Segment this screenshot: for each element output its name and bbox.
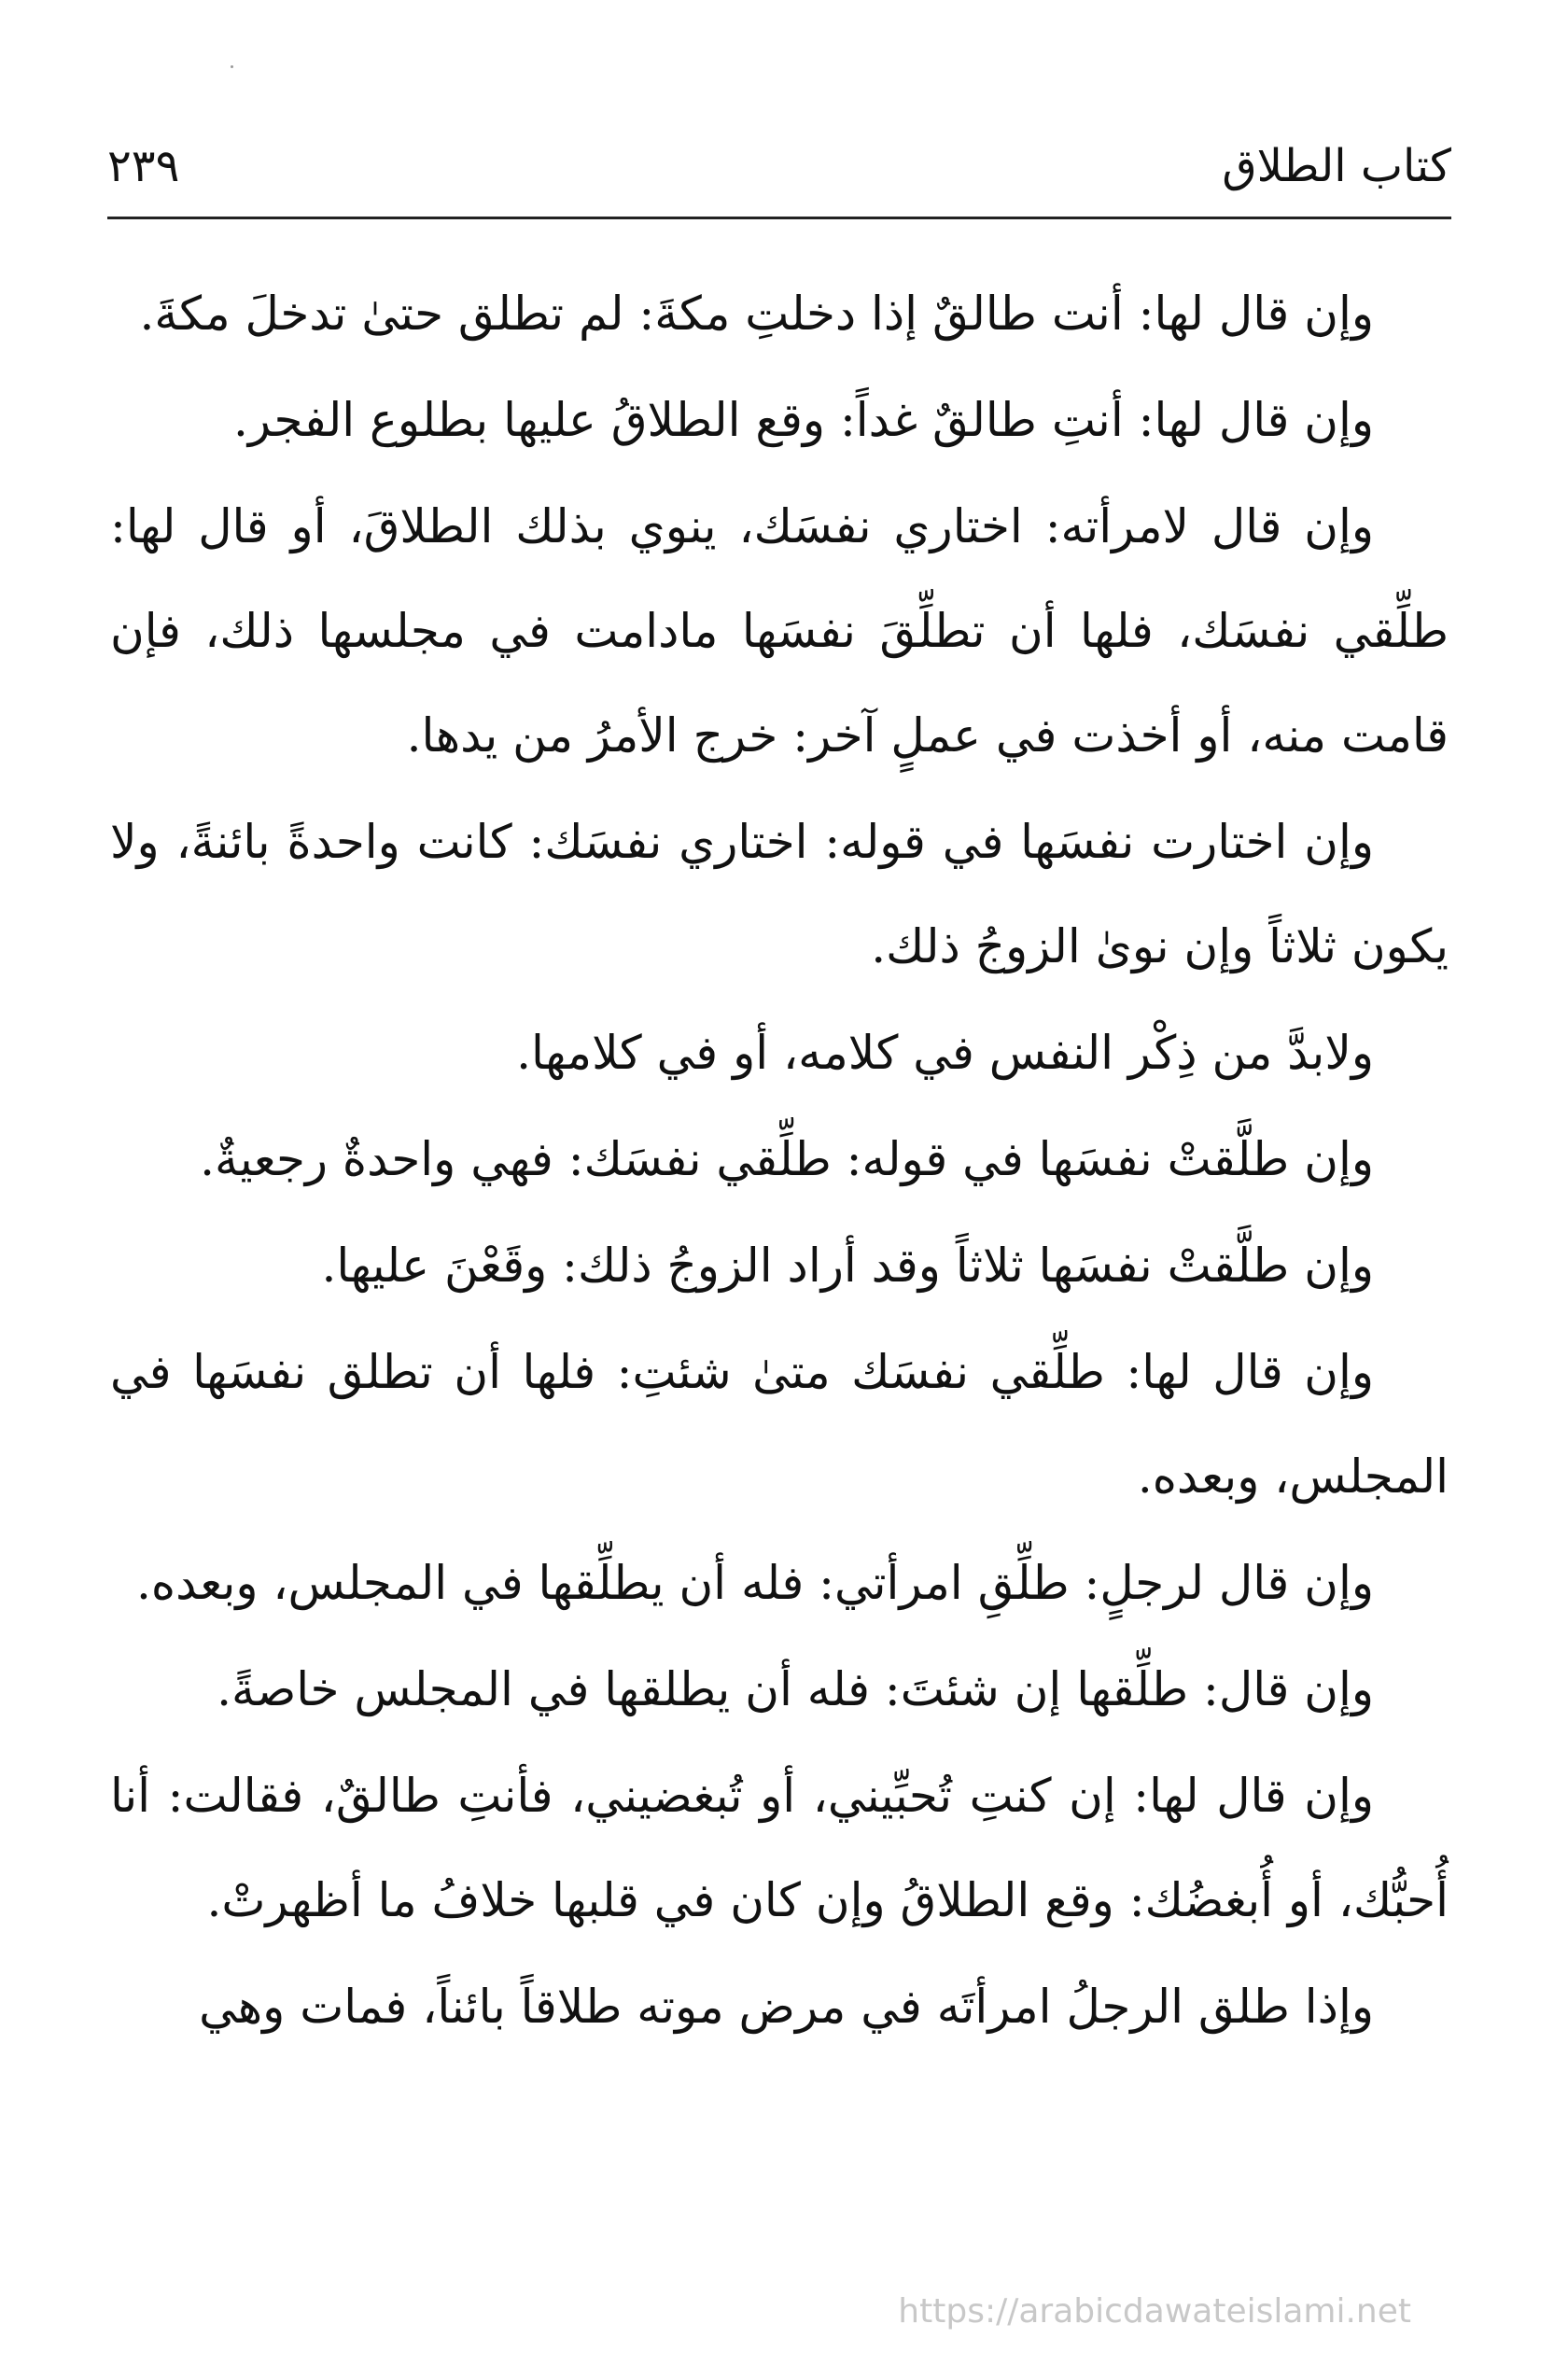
paragraph: وإن قال لها: إن كنتِ تُحبِّيني، أو تُبغضيني، فأنتِ طالقٌ، فقالت: أنا أُحبُّك، أو أُبغضُك: وقع الطلاقُ وإن كان في قلبها خلافُ ما أظهرتْ. xyxy=(110,1769,1449,1927)
paragraph: وإن قال لها: طلِّقي نفسَك متىٰ شئتِ: فلها أن تطلق نفسَها في المجلس، وبعده. xyxy=(110,1345,1449,1504)
page-header xyxy=(107,131,1451,217)
scan-speck xyxy=(231,65,233,68)
paragraph: وإن قال لها: أنت طالقٌ إذا دخلتِ مكةَ: لم تطلق حتىٰ تدخلَ مكةَ. xyxy=(139,287,1374,341)
chapter-title: كتاب الطلاق xyxy=(1222,140,1451,192)
paragraph: وإن قال لها: أنتِ طالقٌ غداً: وقع الطلاقُ عليها بطلوع الفجر. xyxy=(232,393,1374,447)
body-text xyxy=(110,261,1449,2059)
paragraph: وإن قال لرجلٍ: طلِّقِ امرأتي: فله أن يطلِّقها في المجلس، وبعده. xyxy=(135,1556,1374,1610)
paragraph: وإن قال: طلِّقها إن شئتَ: فله أن يطلقها في المجلس خاصةً. xyxy=(217,1662,1374,1716)
paragraph: وإن طلَّقتْ نفسَها ثلاثاً وقد أراد الزوجُ ذلك: وقَعْنَ عليها. xyxy=(321,1239,1374,1293)
header-divider xyxy=(107,217,1451,219)
page-number: ٢٣٩ xyxy=(107,140,180,192)
paragraph: وإذا طلق الرجلُ امرأتَه في مرض موته طلاقاً بائناً، فمات وهي xyxy=(199,1980,1374,2034)
paragraph: وإن قال لامرأته: اختاري نفسَك، ينوي بذلك الطلاقَ، أو قال لها: طلِّقي نفسَك، فلها أن تطلِّقَ نفسَها مادامت في مجلسها ذلك، فإن قامت منه، أو أخذت في عملٍ آخر: خرج الأمرُ من يدها. xyxy=(110,499,1449,763)
paragraph: ولابدَّ من ذِكْر النفس في كلامه، أو في كلامها. xyxy=(516,1026,1374,1080)
paragraph: وإن اختارت نفسَها في قوله: اختاري نفسَك: كانت واحدةً بائنةً، ولا يكون ثلاثاً وإن نوىٰ الزوجُ ذلك. xyxy=(110,815,1449,973)
paragraph: وإن طلَّقتْ نفسَها في قوله: طلِّقي نفسَك: فهي واحدةٌ رجعيةٌ. xyxy=(200,1132,1374,1186)
watermark-url: https://arabicdawateislami.net xyxy=(898,2292,1411,2331)
